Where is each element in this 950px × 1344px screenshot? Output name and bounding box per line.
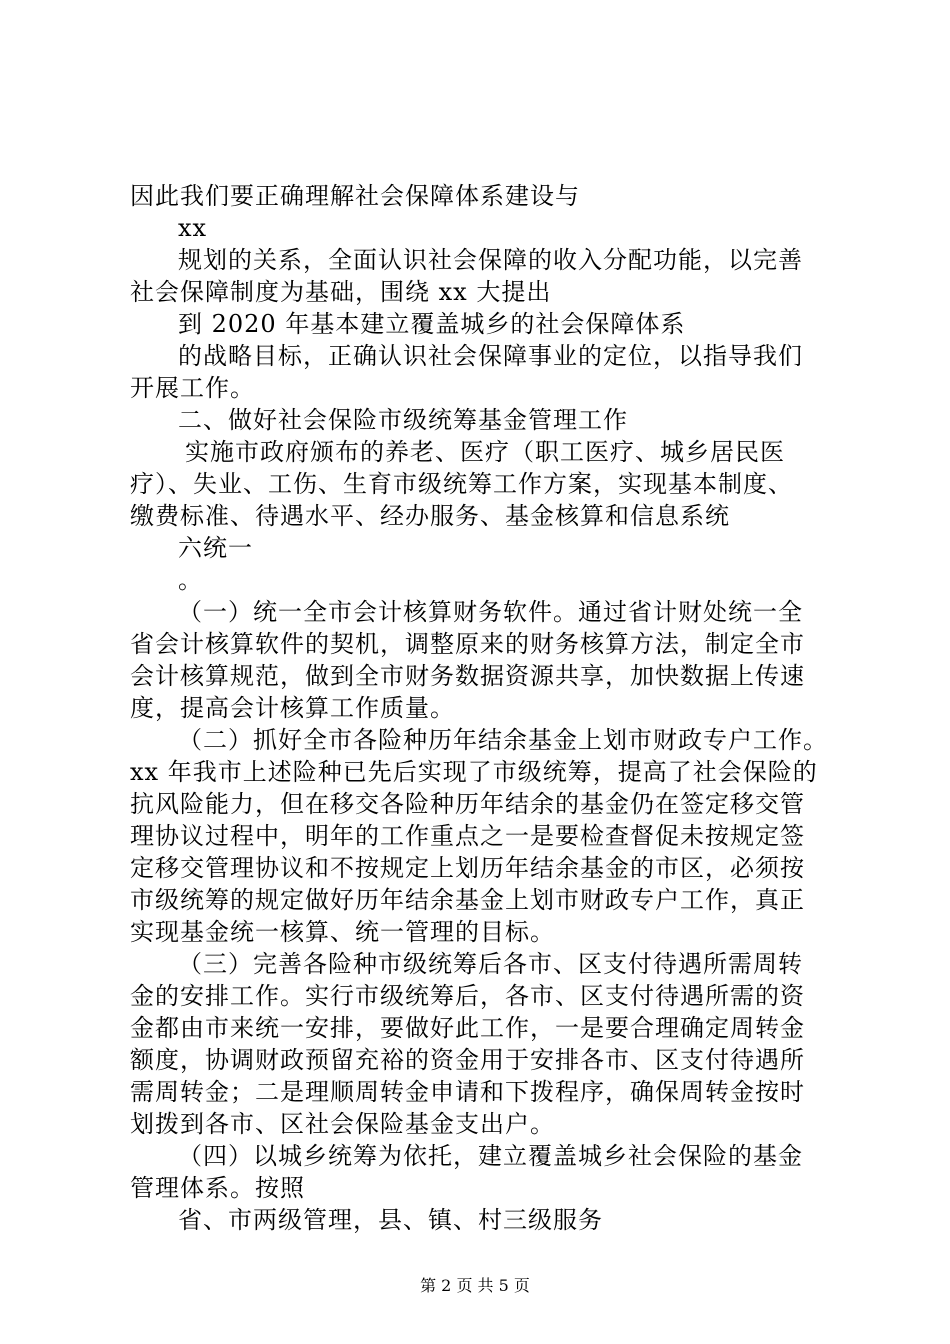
text-line-15: 省会计核算软件的契机，调整原来的财务核算方法，制定全市 <box>130 630 805 658</box>
text-line-30: 划拨到各市、区社会保险基金支出户。 <box>130 1110 555 1138</box>
text-line-14: （一）统一全市会计核算财务软件。通过省计财处统一全 <box>178 598 803 626</box>
text-line-27: 金都由市来统一安排，要做好此工作，一是要合理确定周转金 <box>130 1014 805 1042</box>
text-line-12: 六统一 <box>178 534 253 562</box>
text-line-10: 疗）、失业、工伤、生育市级统筹工作方案，实现基本制度、 <box>130 470 793 498</box>
text-line-17: 度，提高会计核算工作质量。 <box>130 694 455 722</box>
text-line-25: （三）完善各险种市级统筹后各市、区支付待遇所需周转 <box>178 950 803 978</box>
text-line-18: （二）抓好全市各险种历年结余基金上划市财政专户工作。 <box>178 726 828 754</box>
text-line-33: 省、市两级管理，县、镇、村三级服务 <box>178 1206 603 1234</box>
text-line-21: 理协议过程中，明年的工作重点之一是要检查督促未按规定签 <box>130 822 805 850</box>
text-line-28: 额度，协调财政预留充裕的资金用于安排各市、区支付待遇所 <box>130 1046 805 1074</box>
text-line-26: 金的安排工作。实行市级统筹后，各市、区支付待遇所需的资 <box>130 982 805 1010</box>
text-line-2: xx <box>178 214 208 242</box>
text-line-24: 实现基金统一核算、统一管理的目标。 <box>130 918 555 946</box>
text-line-9: 实施市政府颁布的养老、医疗（职工医疗、城乡居民医 <box>185 438 785 466</box>
text-line-1: 因此我们要正确理解社会保障体系建设与 <box>130 182 580 210</box>
text-line-11: 缴费标准、待遇水平、经办服务、基金核算和信息系统 <box>130 502 730 530</box>
text-line-20: 抗风险能力，但在移交各险种历年结余的基金仍在签定移交管 <box>130 790 805 818</box>
section-heading: 二、做好社会保险市级统筹基金管理工作 <box>178 406 628 434</box>
text-line-13: 。 <box>178 566 203 594</box>
text-line-31: （四）以城乡统筹为依托，建立覆盖城乡社会保险的基金 <box>178 1142 803 1170</box>
text-line-5: 到 2020 年基本建立覆盖城乡的社会保障体系 <box>178 310 686 338</box>
text-line-16: 会计核算规范，做到全市财务数据资源共享，加快数据上传速 <box>130 662 805 690</box>
text-line-23: 市级统筹的规定做好历年结余基金上划市财政专户工作，真正 <box>130 886 805 914</box>
page-footer: 第 2 页 共 5 页 <box>420 1276 530 1295</box>
text-line-22: 定移交管理协议和不按规定上划历年结余基金的市区，必须按 <box>130 854 805 882</box>
text-line-29: 需周转金；二是理顺周转金申请和下拨程序，确保周转金按时 <box>130 1078 805 1106</box>
text-line-19: xx 年我市上述险种已先后实现了市级统筹，提高了社会保险的 <box>130 758 818 786</box>
text-line-7: 开展工作。 <box>130 374 255 402</box>
text-line-32: 管理体系。按照 <box>130 1174 305 1202</box>
text-line-4: 社会保障制度为基础，围绕 xx 大提出 <box>130 278 552 306</box>
text-line-6: 的战略目标，正确认识社会保障事业的定位，以指导我们 <box>178 342 803 370</box>
text-line-3: 规划的关系，全面认识社会保障的收入分配功能，以完善 <box>178 246 803 274</box>
